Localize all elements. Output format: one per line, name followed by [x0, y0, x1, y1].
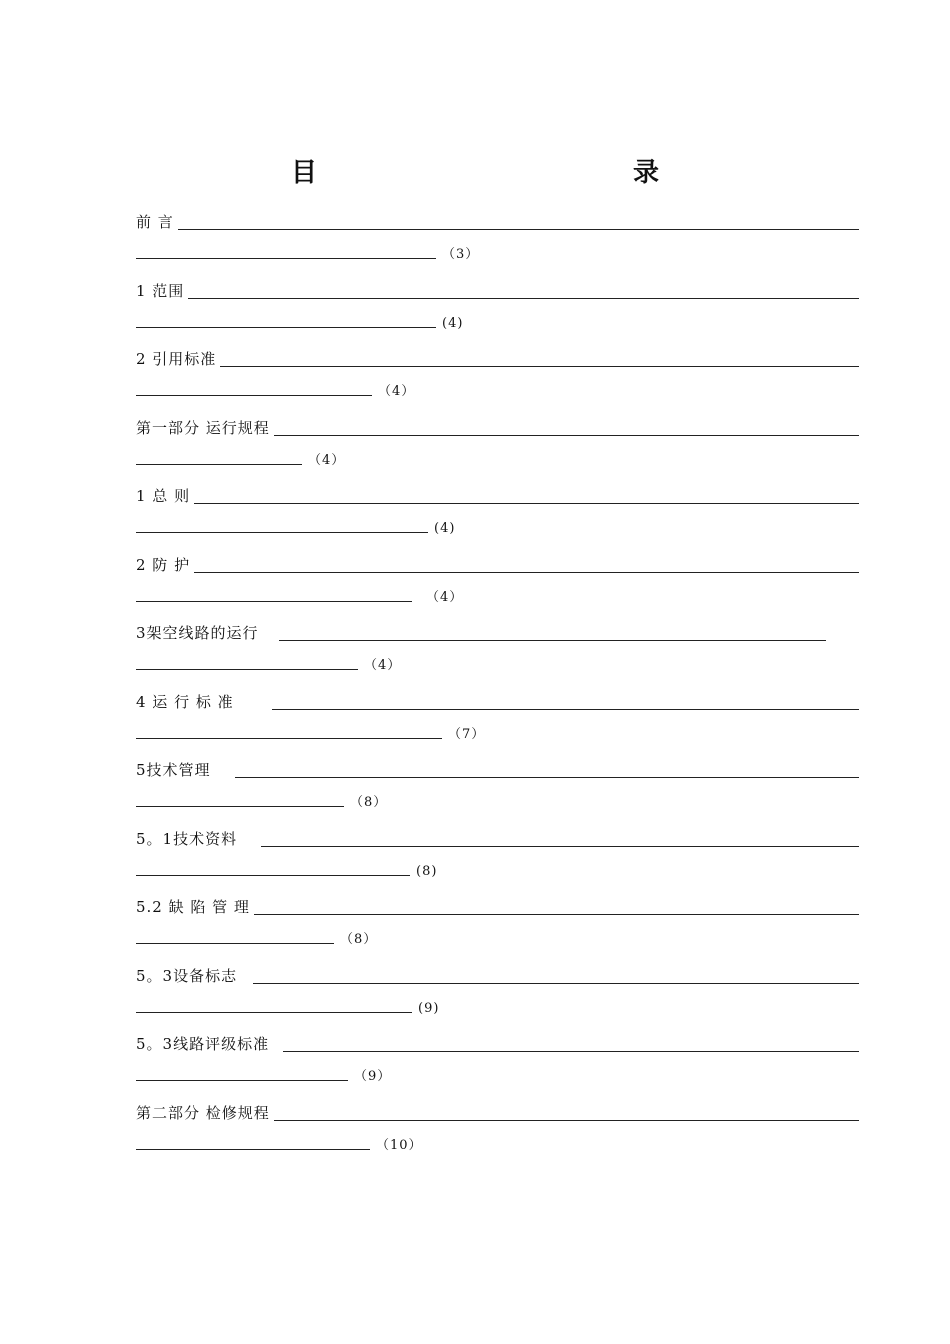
- dash-leader: [136, 317, 436, 328]
- toc-page-number: （4）: [308, 452, 346, 468]
- toc-page-number: （7）: [448, 726, 486, 742]
- dash-leader: [188, 287, 859, 299]
- dash-leader: [136, 385, 372, 396]
- dash-leader: [136, 1070, 348, 1081]
- toc-page-number: （4）: [426, 589, 464, 605]
- toc-entry-label: 3架空线路的运行: [136, 624, 259, 642]
- dash-leader: [136, 454, 302, 465]
- dash-leader: [261, 835, 859, 847]
- toc-entry-label: 5.2 缺 陷 管 理: [136, 898, 250, 916]
- toc-page-number: （8）: [350, 795, 388, 810]
- toc-page-number: （10）: [376, 1137, 423, 1153]
- dash-leader: [279, 629, 826, 641]
- toc-entry-general[interactable]: [136, 480, 859, 549]
- dash-leader: [272, 698, 859, 710]
- toc-page-number: (9): [418, 1000, 440, 1016]
- toc-page-number: (8): [416, 863, 438, 879]
- toc-page-number: （4）: [378, 384, 416, 399]
- dash-leader: [235, 766, 859, 778]
- dash-leader: [136, 933, 334, 944]
- toc-entry-scope[interactable]: [136, 275, 859, 344]
- toc-entry-part-one[interactable]: [136, 412, 859, 481]
- dash-leader: [194, 492, 859, 504]
- dash-leader: [136, 659, 358, 670]
- dash-leader: [253, 972, 859, 984]
- toc-entry-label: 5技术管理: [136, 761, 211, 779]
- toc-entry-overhead-line-operation[interactable]: [136, 617, 859, 686]
- toc-entry-part-two[interactable]: [136, 1097, 859, 1166]
- toc-entry-equipment-marking[interactable]: [136, 960, 859, 1029]
- dash-leader: [136, 522, 428, 533]
- toc-entry-label: 5。3设备标志: [136, 966, 238, 985]
- dash-leader: [274, 1109, 859, 1121]
- toc-entry-protection[interactable]: [136, 549, 859, 618]
- dash-leader: [194, 561, 859, 573]
- toc-page-number: （9）: [354, 1069, 392, 1084]
- dash-leader: [136, 865, 410, 876]
- toc-entry-line-rating-standards[interactable]: [136, 1028, 859, 1097]
- toc-entry-label: 5。3线路评级标准: [136, 1035, 270, 1053]
- toc-page-number: （3）: [442, 247, 480, 262]
- toc-entry-preface[interactable]: [136, 206, 859, 275]
- toc-entry-label: 1 范围: [136, 281, 185, 300]
- toc-entry-references[interactable]: [136, 343, 859, 412]
- toc-entry-label: 1 总 则: [136, 487, 191, 505]
- dash-leader: [136, 1139, 370, 1150]
- toc-entry-label: 2 防 护: [136, 555, 191, 574]
- toc-title: 目 录: [290, 158, 747, 188]
- dash-leader: [136, 1002, 412, 1013]
- toc-entry-label: 前 言: [136, 213, 174, 231]
- dash-leader: [136, 248, 436, 259]
- toc-entry-label: 5。1技术资料: [136, 829, 238, 848]
- toc-entry-label: 第一部分 运行规程: [136, 418, 270, 437]
- dash-leader: [274, 424, 859, 436]
- toc-page-number: (4): [434, 521, 456, 536]
- dash-leader: [136, 591, 412, 602]
- toc-page-number: （8）: [340, 932, 378, 947]
- toc-entry-operation-standards[interactable]: [136, 686, 859, 755]
- table-of-contents: [136, 206, 859, 1165]
- dash-leader: [178, 218, 859, 230]
- toc-entry-label: 4 运 行 标 准: [136, 692, 234, 711]
- dash-leader: [283, 1040, 859, 1052]
- dash-leader: [254, 903, 859, 915]
- toc-entry-label: 第二部分 检修规程: [136, 1103, 270, 1122]
- dash-leader: [220, 355, 859, 367]
- toc-page-number: (4): [442, 315, 464, 331]
- toc-entry-label: 2 引用标准: [136, 350, 217, 368]
- toc-page-number: （4）: [364, 658, 402, 673]
- dash-leader: [136, 728, 442, 739]
- toc-entry-technical-management[interactable]: [136, 754, 859, 823]
- toc-entry-technical-documents[interactable]: [136, 823, 859, 892]
- dash-leader: [136, 796, 344, 807]
- toc-entry-defect-management[interactable]: [136, 891, 859, 960]
